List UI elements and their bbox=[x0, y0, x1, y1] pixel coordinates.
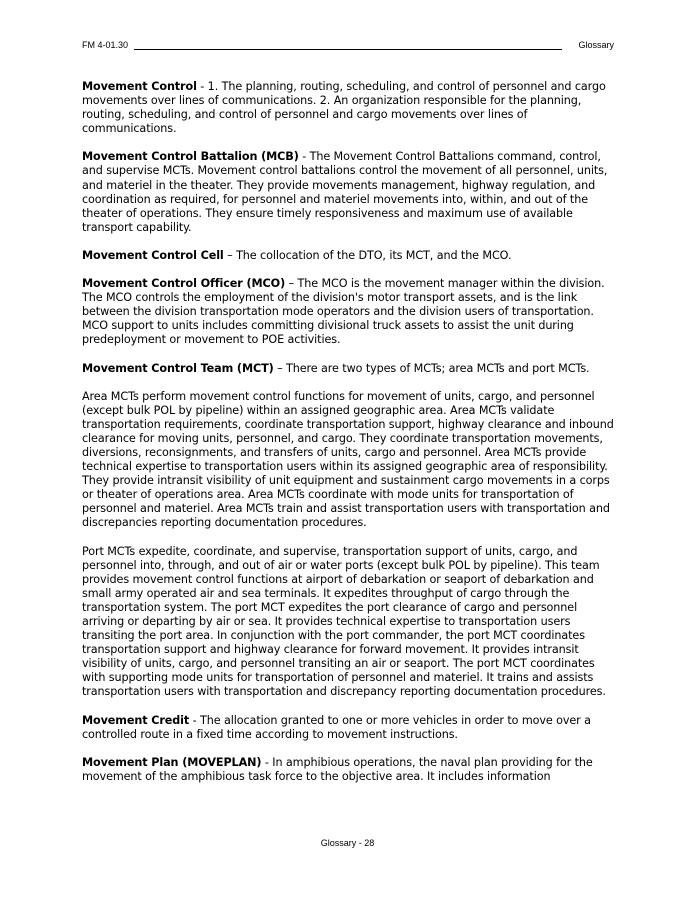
glossary-entry-movement-credit: Movement Credit - The allocation granted to one or more vehicles in order to move over a controlled route in a fixed time according to movement instructions. bbox=[82, 713, 591, 741]
glossary-term: Movement Control Cell bbox=[82, 248, 224, 262]
glossary-term: Movement Control Team (MCT) bbox=[82, 361, 274, 375]
glossary-definition: The collocation of the DTO, its MCT, and the MCO. bbox=[236, 248, 512, 262]
header-section-title: Glossary bbox=[578, 40, 614, 50]
area-mcts-paragraph: Area MCTs perform movement control functions for movement of units, cargo, and personnel (except bulk POL by pipeline) within an assigned geographic area. Area MCTs validate transportation requirements, coordinate transportation support, highway clearance and inbound clearance for moving units, personnel, and cargo. They coordinate transportation movements, diversions, reconsignments, and transfers of units, cargo and personnel. Area MCTs provide technical expertise to transportation users within its assigned geographic area of responsibility. They provide intransit visibility of unit equipment and sustainment cargo movements in a corps or theater of operations area. Area MCTs coordinate with mode units for transportation of personnel and materiel. Area MCTs train and assist transportation users with transportation and discrepancies reporting documentation procedures. bbox=[82, 389, 614, 530]
glossary-term: Movement Credit bbox=[82, 713, 190, 727]
glossary-term: Movement Control bbox=[82, 80, 197, 93]
glossary-definition: The allocation granted to one or more vehicles in order to move over a controlled route in a fixed time according to movement instructions. bbox=[82, 713, 591, 741]
glossary-term: Movement Plan (MOVEPLAN) bbox=[82, 755, 262, 769]
glossary-entry-movement-control-cell: Movement Control Cell – The collocation of the DTO, its MCT, and the MCO. bbox=[82, 248, 512, 262]
glossary-term: Movement Control Officer (MCO) bbox=[82, 277, 286, 291]
glossary-entry-movement-control-team: Movement Control Team (MCT) – There are two types of MCTs; area MCTs and port MCTs. bbox=[82, 361, 590, 375]
glossary-entry-movement-control-battalion: Movement Control Battalion (MCB) - The Movement Control Battalions command, control, and supervise MCTs. Movement control battalions control the movement of all personnel, units, and materiel in the theater. They provide movements management, highway regulation, and coordination as required, for personnel and materiel movements into, within, and out of the theater of operations. They ensure timely responsiveness and maximum use of available transport capability. bbox=[82, 150, 608, 234]
glossary-entry-movement-control: Movement Control - 1. The planning, routing, scheduling, and control of personnel and cargo movements over lines of communications. 2. An organization responsible for the planning, routing, scheduling, and control of personnel and cargo movements over lines of communications. bbox=[82, 80, 606, 136]
glossary-entry-movement-plan: Movement Plan (MOVEPLAN) - In amphibious operations, the naval plan providing for the movement of the amphibious task force to the objective area. It includes information bbox=[82, 755, 593, 783]
glossary-definition: In amphibious operations, the naval plan providing for the movement of the amphibious task force to the objective area. It includes information bbox=[82, 755, 593, 783]
port-mcts-paragraph: Port MCTs expedite, coordinate, and supervise, transportation support of units, cargo, and personnel into, through, and out of air or water ports (except bulk POL by pipeline). This team provides movement control functions at airport of debarkation or seaport of debarkation and small army operated air and sea terminals. It expedites throughput of cargo through the transportation system. The port MCT expedites the port clearance of cargo and personnel arriving or departing by air or sea. It provides technical expertise to transportation users transiting the port area. In conjunction with the port commander, the port MCT coordinates transportation support and highway clearance for forward movement. It provides intransit visibility of units, cargo, and personnel transiting an air or seaport. The port MCT coordinates with supporting mode units for transportation of personnel and materiel. It trains and assists transportation users with transportation and discrepancy reporting documentation procedures. bbox=[82, 544, 606, 699]
page-footer: Glossary - 28 bbox=[320, 838, 375, 848]
running-header bbox=[82, 40, 614, 54]
glossary-definition: The Movement Control Battalions command, control, and supervise MCTs. Movement control battalions control the movement of all personnel, units, and materiel in the theater. They provide movements management, highway regulation, and coordination as required, for personnel and materiel movements into, within, and out of the theater of operations. They ensure timely responsiveness and maximum use of available transport capability. bbox=[82, 150, 608, 234]
header-rule bbox=[134, 49, 562, 50]
header-manual-number: FM 4-01.30 bbox=[82, 40, 129, 50]
glossary-body bbox=[82, 80, 614, 798]
glossary-definition: 1. The planning, routing, scheduling, and control of personnel and cargo movements over lines of communications. 2. An organization responsible for the planning, routing, scheduling, and control of personnel and cargo movements over lines of communications. bbox=[82, 80, 606, 136]
glossary-definition: The MCO is the movement manager within the division. The MCO controls the employment of the division's motor transport assets, and is the link between the division transportation mode operators and the division users of transportation. MCO support to units includes committing divisional truck assets to assist the unit during predeployment or movement to POE activities. bbox=[82, 277, 605, 347]
glossary-definition: There are two types of MCTs; area MCTs and port MCTs. bbox=[286, 361, 590, 375]
glossary-term: Movement Control Battalion (MCB) bbox=[82, 150, 299, 164]
glossary-entry-movement-control-officer: Movement Control Officer (MCO) – The MCO is the movement manager within the division. The MCO controls the employment of the division's motor transport assets, and is the link between the division transportation mode operators and the division users of transportation. MCO support to units includes committing divisional truck assets to assist the unit during predeployment or movement to POE activities. bbox=[82, 277, 605, 347]
